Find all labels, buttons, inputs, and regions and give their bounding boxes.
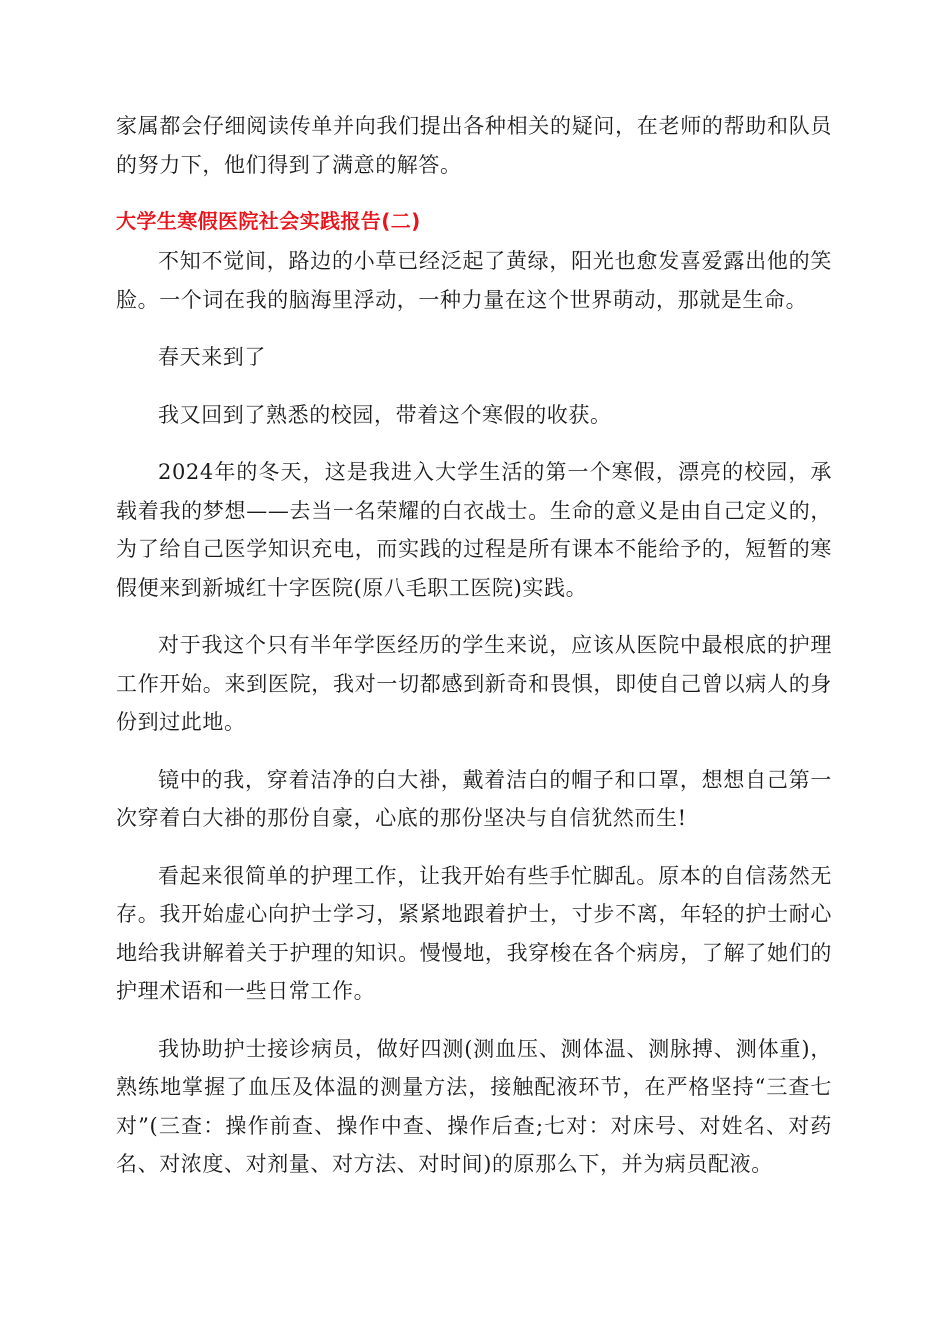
paragraph-3: 我又回到了熟悉的校园，带着这个寒假的收获。 bbox=[158, 402, 612, 427]
paragraph-7: 看起来很简单的护理工作，让我开始有些手忙脚乱。原本的自信荡然无存。我开始虚心向护士学习，紧紧地跟着护士，寸步不离，年轻的护士耐心地给我讲解着关于护理的知识。慢慢地，我穿梭在各个病房，了解了她们的护理术语和一些日常工作。 bbox=[116, 863, 832, 1003]
paragraph-5: 对于我这个只有半年学医经历的学生来说，应该从医院中最根底的护理工作开始。来到医院，我对一切都感到新奇和畏惧，即使自己曾以病人的身份到过此地。 bbox=[116, 633, 832, 734]
document-body bbox=[116, 107, 832, 1203]
continuation-paragraph: 家属都会仔细阅读传单并向我们提出各种相关的疑问，在老师的帮助和队员的努力下，他们得到了满意的解答。 bbox=[116, 114, 832, 177]
paragraph-8: 我协助护士接诊病员，做好四测(测血压、测体温、测脉搏、测体重)，熟练地掌握了血压及体温的测量方法，接触配液环节，在严格坚持“三查七对”(三查：操作前查、操作中查、操作后查;七对：对床号、对姓名、对药名、对浓度、对剂量、对方法、对时间)的原那么下，并为病员配液。 bbox=[116, 1036, 832, 1176]
paragraph-2: 春天来到了 bbox=[158, 345, 266, 369]
section-heading: 大学生寒假医院社会实践报告(二) bbox=[116, 209, 421, 233]
paragraph-1: 不知不觉间，路边的小草已经泛起了黄绿，阳光也愈发喜爱露出他的笑脸。一个词在我的脑海里浮动，一种力量在这个世界萌动，那就是生命。 bbox=[116, 249, 832, 312]
paragraph-4: 2024年的冬天，这是我进入大学生活的第一个寒假，漂亮的校园，承载着我的梦想——去当一名荣耀的白衣战士。生命的意义是由自己定义的，为了给自己医学知识充电，而实践的过程是所有课本不能给予的，短暂的寒假便来到新城红十字医院(原八毛职工医院)实践。 bbox=[116, 460, 832, 600]
paragraph-6: 镜中的我，穿着洁净的白大褂，戴着洁白的帽子和口罩，想想自己第一次穿着白大褂的那份自豪，心底的那份坚决与自信犹然而生! bbox=[116, 767, 832, 830]
